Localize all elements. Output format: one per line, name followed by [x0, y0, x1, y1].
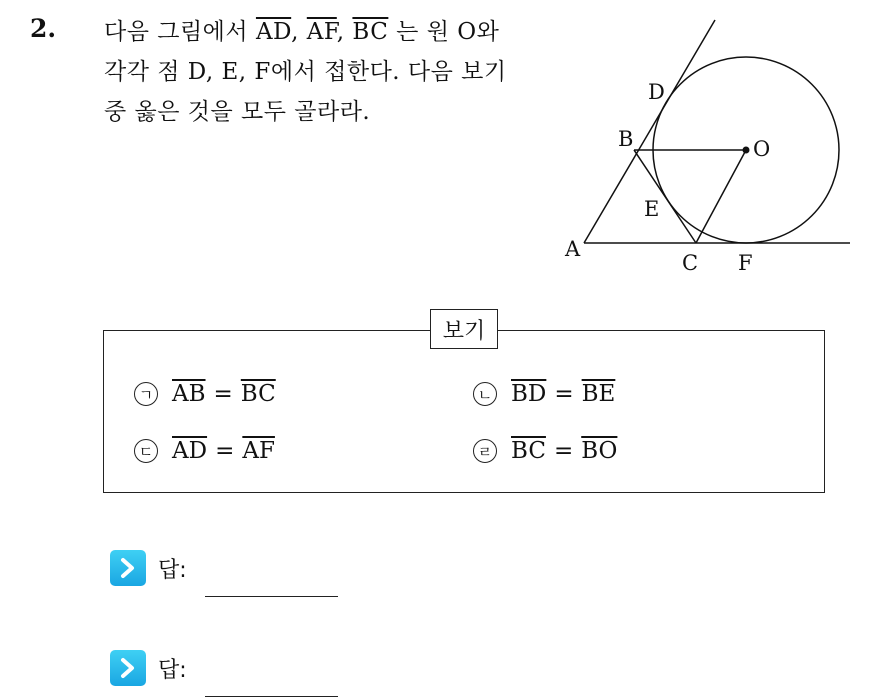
label-b: B	[618, 127, 634, 151]
option-equals: =	[553, 438, 574, 464]
option-right-segment: $\overline{BO}$	[581, 438, 618, 464]
option-equals: =	[215, 438, 235, 464]
option-1	[134, 381, 276, 407]
option-mark: ㄹ	[473, 439, 497, 463]
option-equals: =	[554, 381, 574, 407]
label-f: F	[738, 251, 753, 275]
option-2	[473, 381, 615, 407]
center-point-o	[743, 147, 750, 154]
question-number: 2.	[30, 14, 57, 43]
option-right-segment: $\overline{BE}$	[581, 381, 616, 407]
option-mark: ㄱ	[134, 382, 158, 406]
segment-ad: $\overline{AD}$	[255, 19, 292, 45]
question-line-2: 각각 점 D, E, F에서 접한다. 다음 보기	[104, 59, 507, 85]
option-left-segment: $\overline{AD}$	[172, 438, 208, 464]
answer-input-line[interactable]	[205, 668, 338, 697]
option-right-segment: $\overline{BC}$	[240, 381, 276, 407]
answer-arrow-button[interactable]	[110, 550, 146, 586]
option-mark: ㄴ	[473, 382, 497, 406]
option-equals: =	[213, 381, 233, 407]
choice-box	[103, 330, 825, 493]
answer-input-line[interactable]	[205, 568, 338, 597]
question-text	[104, 12, 544, 132]
question-line-1-start: 다음 그림에서	[104, 19, 256, 45]
label-c: C	[682, 251, 699, 275]
question-line-3: 중 옳은 것을 모두 골라라.	[104, 99, 371, 125]
geometry-figure	[560, 16, 860, 278]
answer-row-1	[110, 550, 338, 586]
comma: ,	[291, 19, 307, 45]
option-left-segment: $\overline{BD}$	[511, 381, 547, 407]
option-left-segment: $\overline{BC}$	[511, 438, 546, 464]
option-mark: ㄷ	[134, 439, 158, 463]
answer-label: 답:	[158, 557, 187, 583]
option-left-segment: $\overline{AB}$	[172, 381, 206, 407]
label-o: O	[753, 137, 771, 161]
chevron-right-icon	[118, 557, 138, 579]
label-e: E	[644, 197, 660, 221]
label-a: A	[565, 237, 581, 261]
label-d: D	[648, 80, 665, 104]
segment-af: $\overline{AF}$	[306, 19, 337, 45]
choice-box-title: 보기	[430, 309, 498, 349]
answer-label: 답:	[158, 657, 187, 683]
option-4	[473, 438, 617, 464]
question-line-1	[104, 12, 544, 52]
segment-co	[696, 150, 746, 243]
comma: ,	[336, 19, 353, 45]
question-line-1-end: 는 원 O와	[388, 19, 500, 45]
answer-row-2	[110, 650, 338, 686]
option-3	[134, 438, 275, 464]
option-right-segment: $\overline{AF}$	[242, 438, 275, 464]
chevron-right-icon	[118, 657, 138, 679]
answer-arrow-button[interactable]	[110, 650, 146, 686]
segment-bc: $\overline{BC}$	[352, 19, 389, 45]
